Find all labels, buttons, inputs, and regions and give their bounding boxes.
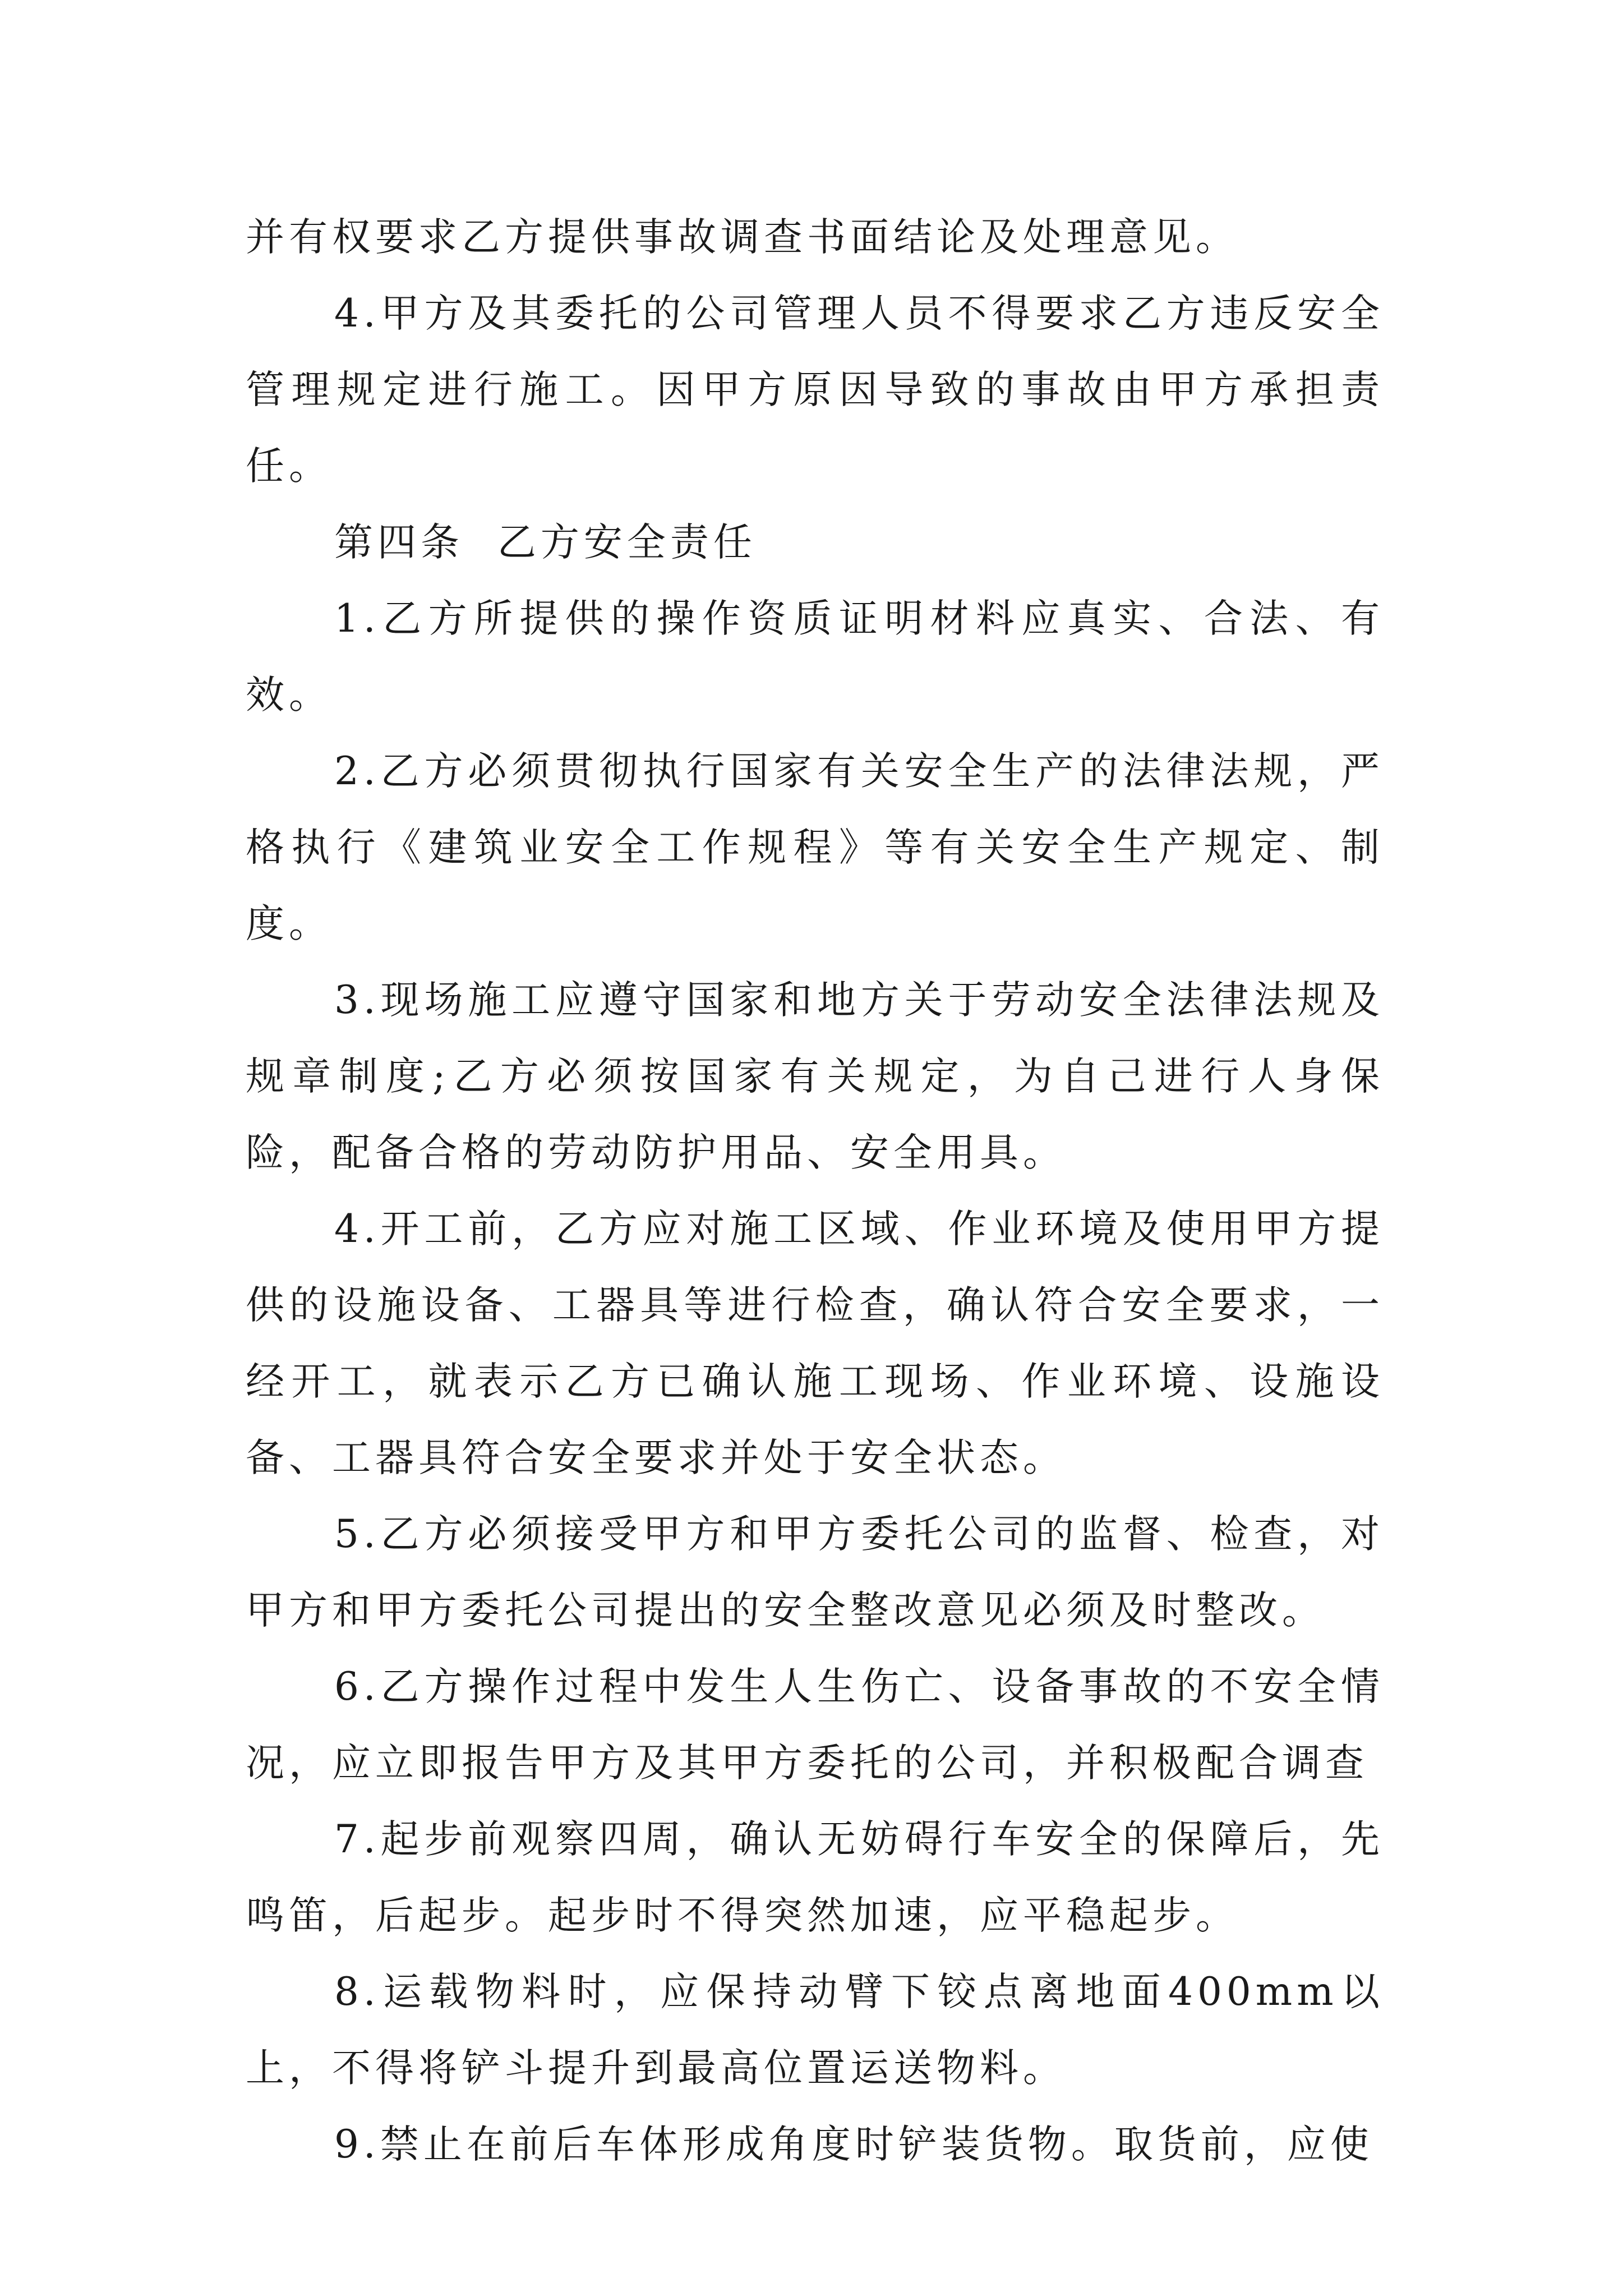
paragraph-item-4: 4.开工前，乙方应对施工区域、作业环境及使用甲方提供的设施设备、工器具等进行检查，确认符合安全要求，一经开工，就表示乙方已确认施工现场、作业环境、设施设备、工器具符合安全要求并处于安全状态。 [246, 1207, 1384, 1480]
paragraph-item-3: 3.现场施工应遵守国家和地方关于劳动安全法律法规及规章制度;乙方必须按国家有关规定，为自己进行人身保险，配备合格的劳动防护用品、安全用具。 [246, 978, 1384, 1175]
paragraph-item-8: 8.运载物料时，应保持动臂下铰点离地面400mm以上，不得将铲斗提升到最高位置运送物料。 [246, 1970, 1384, 2091]
paragraph-item-2: 2.乙方必须贯彻执行国家有关安全生产的法律法规，严格执行《建筑业安全工作规程》等有关安全生产规定、制度。 [246, 749, 1384, 946]
paragraph-item-7: 7.起步前观察四周，确认无妨碍行车安全的保障后，先鸣笛，后起步。起步时不得突然加速，应平稳起步。 [246, 1817, 1384, 1938]
paragraph-item-1: 1.乙方所提供的操作资质证明材料应真实、合法、有效。 [246, 596, 1384, 717]
paragraph-1: 并有权要求乙方提供事故调查书面结论及处理意见。 [246, 215, 1239, 260]
paragraph-item-6: 6.乙方操作过程中发生人生伤亡、设备事故的不安全情况，应立即报告甲方及其甲方委托的公司，并积极配合调查 [246, 1664, 1384, 1786]
paragraph-item-9: 9.禁止在前后车体形成角度时铲装货物。取货前，应使 [334, 2122, 1373, 2167]
paragraph-2: 4.甲方及其委托的公司管理人员不得要求乙方违反安全管理规定进行施工。因甲方原因导致的事故由甲方承担责任。 [246, 291, 1384, 489]
paragraph-item-5: 5.乙方必须接受甲方和甲方委托公司的监督、检查，对甲方和甲方委托公司提出的安全整改意见必须及时整改。 [246, 1512, 1384, 1633]
section-heading-article-4: 第四条 乙方安全责任 [334, 520, 757, 565]
document-body [246, 199, 1384, 2183]
